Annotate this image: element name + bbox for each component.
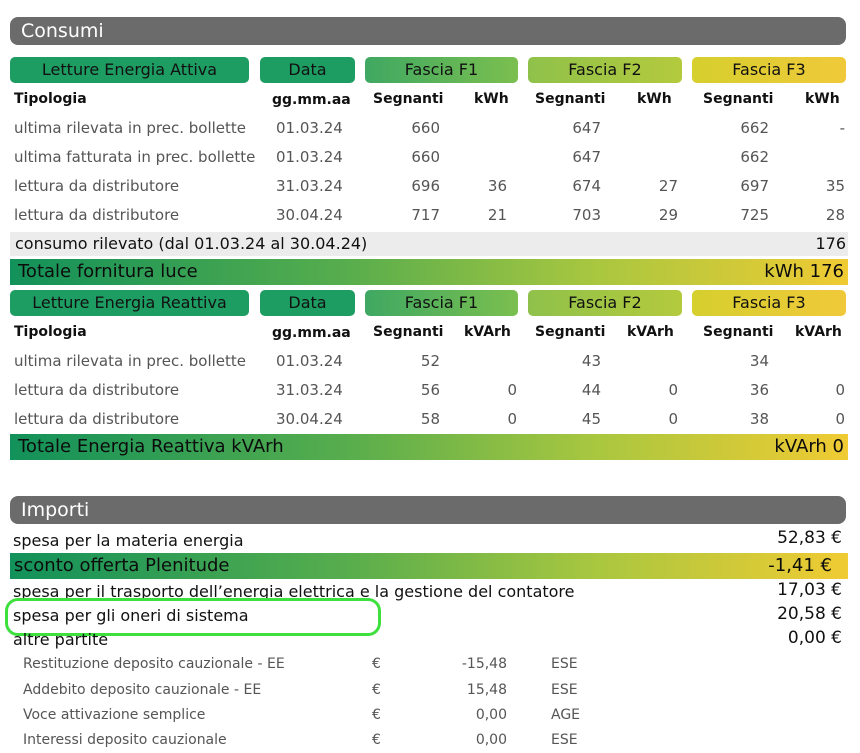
sconto-label: sconto offerta Plenitude [14, 555, 230, 576]
totale-label: Totale fornitura luce [18, 261, 198, 282]
col-kvarh-f3: kVArh [795, 324, 842, 340]
row-segnanti-f3: 662 [740, 119, 769, 137]
row-label: lettura da distributore [14, 206, 180, 224]
row-date: 31.03.24 [276, 381, 343, 399]
col-segnanti-f3-r: Segnanti [703, 324, 774, 340]
row-label: ultima fatturata in prec. bollette [14, 148, 256, 166]
importi-line-materia: spesa per la materia energia [13, 531, 244, 550]
row-segnanti-f2: 45 [581, 410, 601, 428]
totale-value: kWh 176 [764, 261, 844, 282]
detail-code: ESE [551, 656, 578, 672]
row-segnanti-f1: 52 [420, 352, 440, 370]
row-kvarh-f1: 0 [507, 410, 517, 428]
detail-label: Restituzione deposito cauzionale - EE [23, 656, 285, 672]
detail-code: AGE [551, 707, 581, 723]
row-segnanti-f2: 703 [572, 206, 601, 224]
header-fascia-f1: Fascia F1 [365, 57, 518, 83]
col-segnanti-f3: Segnanti [703, 91, 774, 107]
row-kwh-f3: 35 [825, 177, 845, 195]
row-kwh-f1: 21 [487, 206, 507, 224]
detail-currency: € [372, 732, 381, 748]
detail-label: Interessi deposito cauzionale [23, 732, 227, 748]
consumo-label: consumo rilevato (dal 01.03.24 al 30.04.24) [15, 234, 368, 253]
section-header-importi [10, 496, 846, 524]
detail-amount: 0,00 [475, 707, 507, 723]
row-label: lettura da distributore [14, 177, 180, 195]
header-fascia-f3: Fascia F3 [692, 57, 846, 83]
sconto-offerta-bar [10, 553, 848, 579]
detail-amount: 0,00 [475, 732, 507, 748]
totale-reattiva-label: Totale Energia Reattiva kVArh [18, 436, 284, 457]
row-segnanti-f3: 725 [740, 206, 769, 224]
row-segnanti-f2: 647 [572, 148, 601, 166]
col-segnanti-f1-r: Segnanti [373, 324, 444, 340]
col-date: gg.mm.aa [272, 92, 351, 108]
importi-value-oneri: 20,58 € [777, 604, 842, 624]
header-fascia-f1-reattiva: Fascia F1 [365, 290, 518, 316]
importi-line-trasporto: spesa per il trasporto dell’energia elettrica e la gestione del contatore [13, 582, 575, 601]
col-tipologia-r: Tipologia [14, 324, 87, 340]
col-kwh-f2: kWh [637, 91, 672, 107]
importi-line-altre: altre partite [13, 630, 109, 649]
row-kvarh-f2: 0 [668, 381, 678, 399]
row-date: 01.03.24 [276, 148, 343, 166]
row-kwh-f3: - [839, 119, 845, 137]
detail-code: ESE [551, 682, 578, 698]
row-segnanti-f1: 58 [420, 410, 440, 428]
row-segnanti-f1: 717 [411, 206, 440, 224]
col-date-r: gg.mm.aa [272, 325, 351, 341]
header-letture-reattiva: Letture Energia Reattiva [10, 290, 249, 316]
col-tipologia: Tipologia [14, 91, 87, 107]
row-segnanti-f1: 696 [411, 177, 440, 195]
row-kwh-f2: 29 [658, 206, 678, 224]
detail-currency: € [372, 656, 381, 672]
detail-label: Voce attivazione semplice [23, 707, 206, 723]
row-segnanti-f1: 660 [411, 148, 440, 166]
row-kwh-f1: 36 [487, 177, 507, 195]
row-segnanti-f2: 43 [581, 352, 601, 370]
col-kwh-f3: kWh [805, 91, 840, 107]
row-label: lettura da distributore [14, 381, 180, 399]
importi-value-trasporto: 17,03 € [777, 580, 842, 600]
row-kwh-f3: 28 [825, 206, 845, 224]
totale-energia-reattiva-bar [10, 434, 848, 460]
row-kvarh-f2: 0 [668, 410, 678, 428]
header-data: Data [260, 57, 355, 83]
totale-fornitura-luce-bar [10, 259, 848, 285]
row-segnanti-f2: 674 [572, 177, 601, 195]
totale-reattiva-value: kVArh 0 [774, 436, 844, 457]
row-date: 30.04.24 [276, 410, 343, 428]
row-date: 01.03.24 [276, 119, 343, 137]
row-label: ultima rilevata in prec. bollette [14, 352, 247, 370]
header-fascia-f2-reattiva: Fascia F2 [528, 290, 682, 316]
header-data-reattiva: Data [260, 290, 355, 316]
consumo-rilevato-row [10, 232, 848, 256]
col-segnanti-f1: Segnanti [373, 91, 444, 107]
importi-value-materia: 52,83 € [777, 528, 842, 548]
section-title-importi: Importi [21, 499, 90, 521]
header-fascia-f2: Fascia F2 [528, 57, 682, 83]
row-date: 01.03.24 [276, 352, 343, 370]
row-date: 31.03.24 [276, 177, 343, 195]
sconto-value: -1,41 € [768, 555, 832, 576]
row-segnanti-f3: 662 [740, 148, 769, 166]
row-kvarh-f3: 0 [835, 410, 845, 428]
row-date: 30.04.24 [276, 206, 343, 224]
section-title: Consumi [21, 20, 104, 42]
row-segnanti-f1: 660 [411, 119, 440, 137]
importi-value-altre: 0,00 € [787, 628, 842, 648]
header-fascia-f3-reattiva: Fascia F3 [692, 290, 846, 316]
detail-code: ESE [551, 732, 578, 748]
header-letture-attiva: Letture Energia Attiva [10, 57, 249, 83]
col-kwh-f1: kWh [474, 91, 509, 107]
col-kvarh-f2: kVArh [627, 324, 674, 340]
col-segnanti-f2: Segnanti [535, 91, 606, 107]
row-segnanti-f2: 647 [572, 119, 601, 137]
col-kvarh-f1: kVArh [464, 324, 511, 340]
row-segnanti-f3: 38 [749, 410, 769, 428]
consumo-value: 176 [815, 234, 846, 253]
importi-line-oneri: spesa per gli oneri di sistema [13, 606, 249, 625]
row-kvarh-f1: 0 [507, 381, 517, 399]
row-segnanti-f2: 44 [581, 381, 601, 399]
detail-currency: € [372, 682, 381, 698]
row-segnanti-f1: 56 [420, 381, 440, 399]
row-label: lettura da distributore [14, 410, 180, 428]
detail-currency: € [372, 707, 381, 723]
detail-amount: 15,48 [466, 682, 507, 698]
detail-label: Addebito deposito cauzionale - EE [23, 682, 262, 698]
row-label: ultima rilevata in prec. bollette [14, 119, 247, 137]
section-header-consumi [10, 17, 846, 45]
row-kwh-f2: 27 [658, 177, 678, 195]
row-segnanti-f3: 697 [740, 177, 769, 195]
row-segnanti-f3: 34 [749, 352, 769, 370]
detail-amount: -15,48 [461, 656, 507, 672]
row-segnanti-f3: 36 [749, 381, 769, 399]
col-segnanti-f2-r: Segnanti [535, 324, 606, 340]
row-kvarh-f3: 0 [835, 381, 845, 399]
